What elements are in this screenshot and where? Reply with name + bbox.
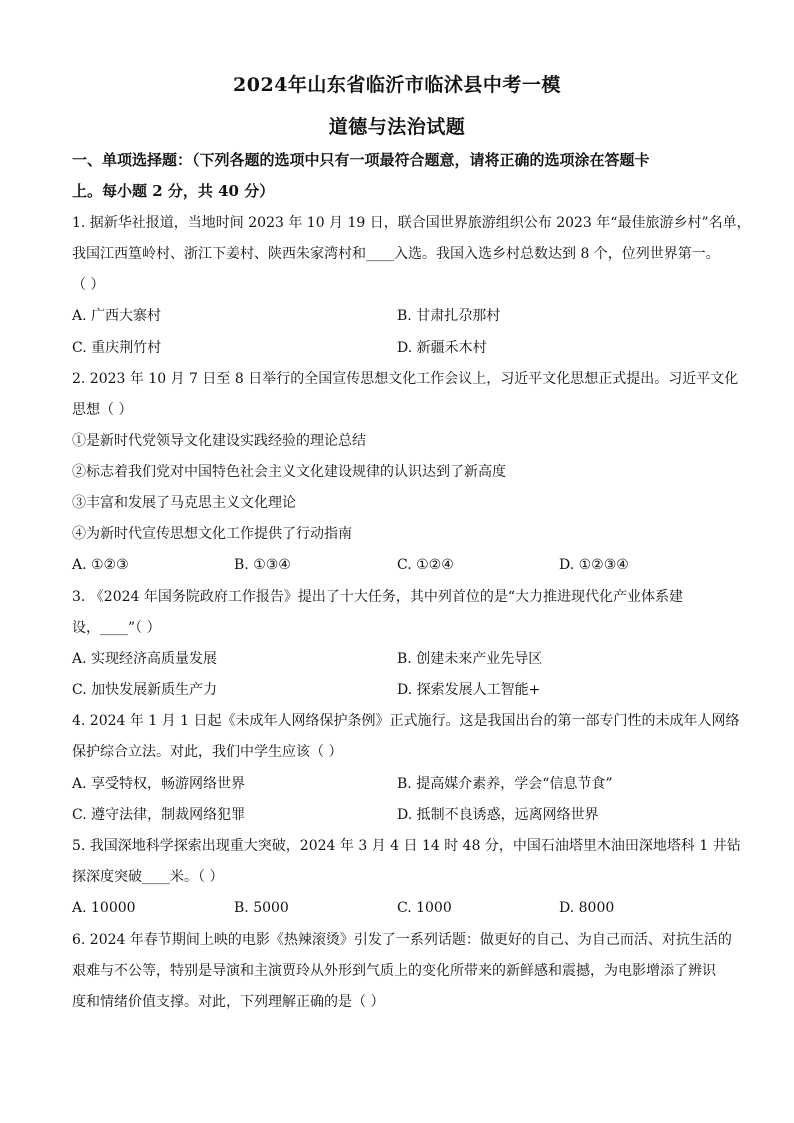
q1-options-row1	[72, 306, 732, 326]
q1-option-d[interactable]: D. 新疆禾木村	[397, 340, 487, 356]
q1-stem-line3: （ ）	[72, 277, 105, 293]
q6-stem-line3: 度和情绪价值支撑。对此，下列理解正确的是（ ）	[72, 994, 385, 1010]
section-heading-line2: 上。每小题 2 分，共 40 分）	[72, 182, 275, 200]
q1-option-a[interactable]: A. 广西大寨村	[72, 308, 162, 324]
q4-stem-line1: 4. 2024 年 1 月 1 日起《未成年人网络保护条例》正式施行。这是我国出台的第一部专门性的未成年人网络	[72, 713, 740, 729]
q3-stem-line2: 设，____”（ ）	[72, 620, 161, 636]
q3-option-a[interactable]: A. 实现经济高质量发展	[72, 651, 218, 667]
q2-option-c[interactable]: C. ①②④	[397, 557, 454, 573]
q4-option-c[interactable]: C. 遵守法律，制裁网络犯罪	[72, 807, 246, 823]
q4-option-d[interactable]: D. 抵制不良诱惑，远离网络世界	[397, 807, 599, 823]
q5-option-d[interactable]: D. 8000	[559, 900, 615, 916]
q4-options-row2	[72, 805, 732, 825]
q1-option-c[interactable]: C. 重庆荆竹村	[72, 340, 162, 356]
q2-option-a[interactable]: A. ①②③	[72, 557, 129, 573]
q5-options-row	[72, 898, 732, 918]
q2-stem-line2: 思想（ ）	[72, 402, 133, 418]
q4-stem-line2: 保护综合立法。对此，我们中学生应该（ ）	[72, 744, 343, 760]
q2-stem-line1: 2. 2023 年 10 月 7 日至 8 日举行的全国宣传思想文化工作会议上，习近平文化思想正式提出。习近平文化	[72, 371, 739, 387]
q4-options-row1	[72, 774, 732, 794]
q4-option-b[interactable]: B. 提高媒介素养，学会“信息节食”	[397, 776, 613, 792]
q3-stem-line1: 3. 《2024 年国务院政府工作报告》提出了十大任务，其中列首位的是“大力推进现代化产业体系建	[72, 589, 684, 605]
q2-statement-3: ③丰富和发展了马克思主义文化理论	[72, 495, 296, 511]
q3-option-c[interactable]: C. 加快发展新质生产力	[72, 682, 218, 698]
q4-option-a[interactable]: A. 享受特权，畅游网络世界	[72, 776, 246, 792]
q5-option-a[interactable]: A. 10000	[72, 900, 136, 916]
q5-stem-line1: 5. 我国深地科学探索出现重大突破，2024 年 3 月 4 日 14 时 48 分，中国石油塔里木油田深地塔科 1 井钻	[72, 838, 741, 854]
section-heading-line1: 一、单项选择题：（下列各题的选项中只有一项最符合题意，请将正确的选项涂在答题卡	[72, 151, 650, 169]
q1-stem-line1: 1. 据新华社报道，当地时间 2023 年 10 月 19 日，联合国世界旅游组织公布 2023 年“最佳旅游乡村”名单，	[72, 215, 751, 231]
q2-option-d[interactable]: D. ①②③④	[559, 557, 629, 573]
q3-options-row2	[72, 680, 732, 700]
q2-option-b[interactable]: B. ①③④	[234, 557, 291, 573]
q1-options-row2	[72, 338, 732, 358]
q2-options-row	[72, 555, 732, 575]
page-title: 2024年山东省临沂市临沭县中考一模	[233, 74, 561, 96]
q1-stem-line2: 我国江西篁岭村、浙江下姜村、陕西朱家湾村和____入选。我国入选乡村总数达到 8 个，位列世界第一。	[72, 246, 720, 262]
q1-option-b[interactable]: B. 甘肃扎尕那村	[397, 308, 501, 324]
q5-option-c[interactable]: C. 1000	[397, 900, 452, 916]
q5-option-b[interactable]: B. 5000	[234, 900, 289, 916]
q6-stem-line1: 6. 2024 年春节期间上映的电影《热辣滚烫》引发了一系列话题：做更好的自己、为自己而活、对抗生活的	[72, 932, 732, 948]
q2-statement-4: ④为新时代宣传思想文化工作提供了行动指南	[72, 526, 352, 542]
q6-stem-line2: 艰难与不公等，特别是导演和主演贾玲从外形到气质上的变化所带来的新鲜感和震撼，为电影增添了辨识	[72, 963, 716, 979]
q2-statement-1: ①是新时代党领导文化建设实践经验的理论总结	[72, 433, 366, 449]
q3-option-b[interactable]: B. 创建未来产业先导区	[397, 651, 543, 667]
page-subtitle: 道德与法治试题	[328, 116, 466, 138]
q2-statement-2: ②标志着我们党对中国特色社会主义文化建设规律的认识达到了新高度	[72, 464, 506, 480]
q3-options-row1	[72, 649, 732, 669]
q5-stem-line2: 探深度突破____米。（ ）	[72, 869, 224, 885]
q3-option-d[interactable]: D. 探索发展人工智能+	[397, 682, 541, 698]
